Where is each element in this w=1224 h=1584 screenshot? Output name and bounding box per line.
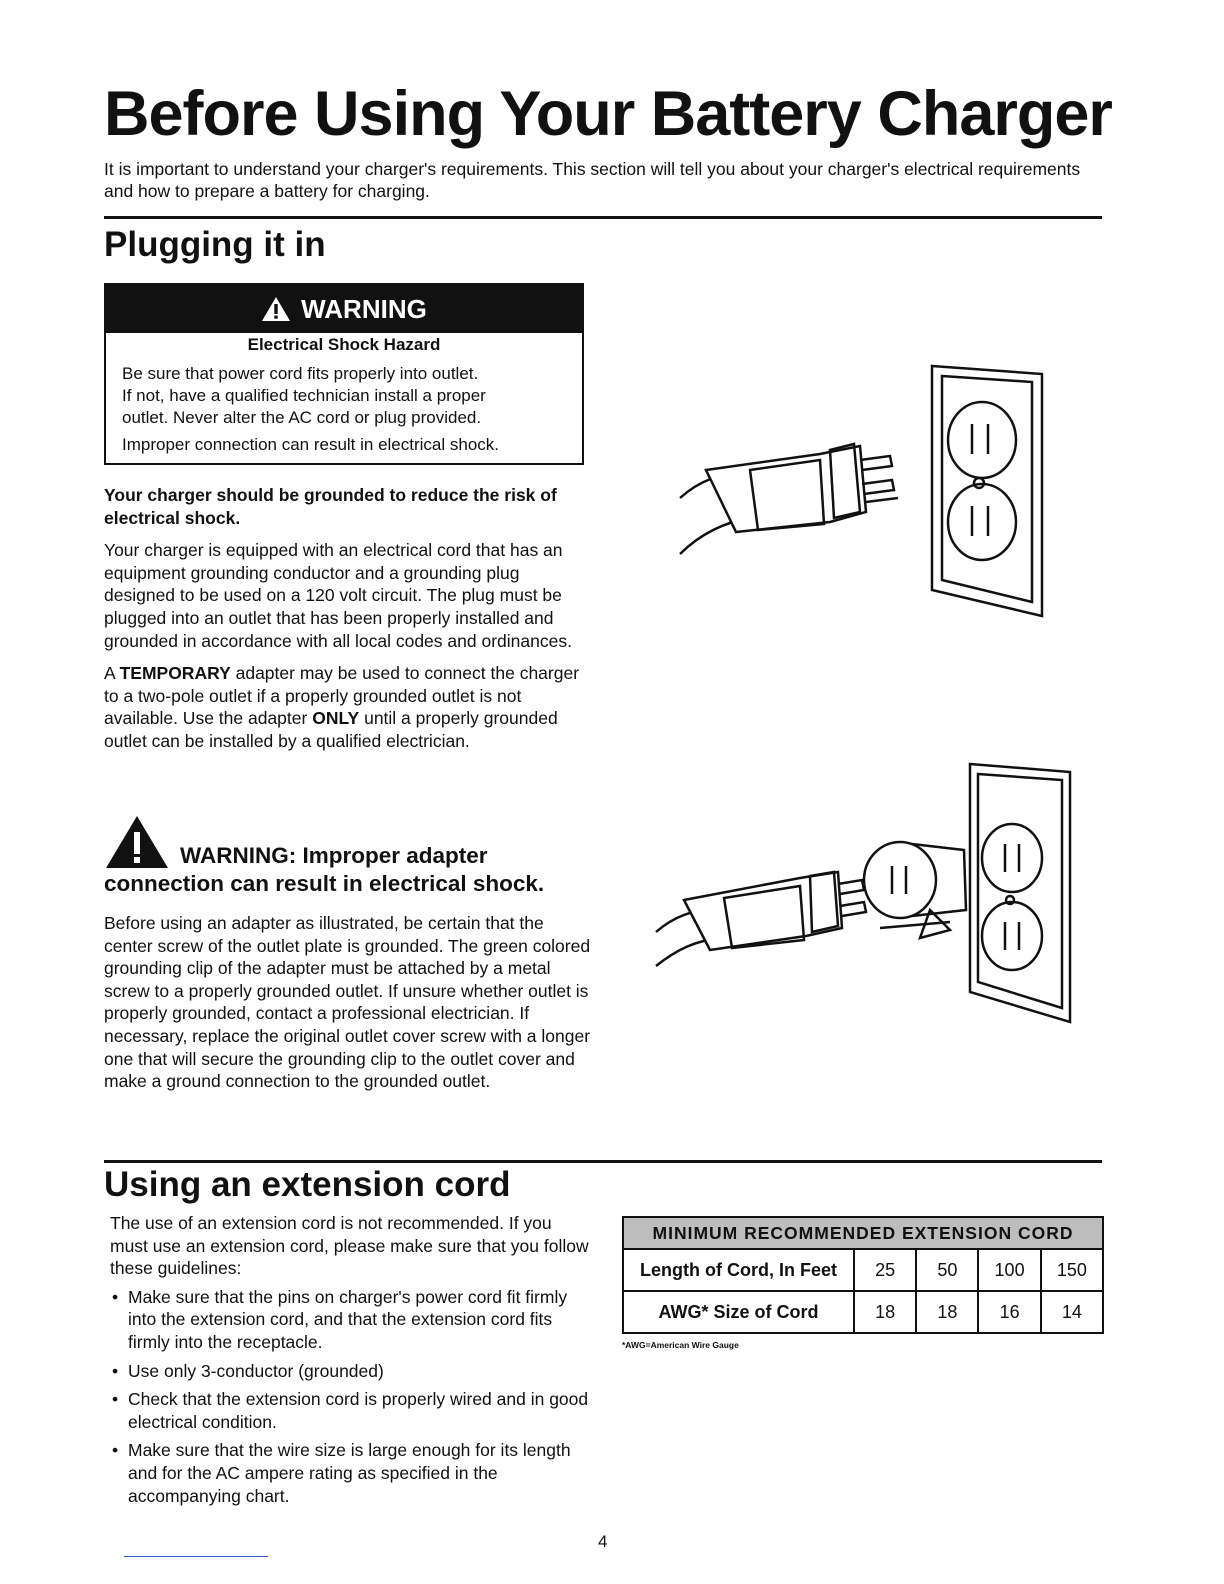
table-cell: 150 — [1041, 1249, 1103, 1291]
extension-heading: Using an extension cord — [104, 1165, 511, 1204]
section-divider — [104, 216, 1102, 219]
page-title: Before Using Your Battery Charger — [104, 79, 1112, 149]
warning-subtitle: Electrical Shock Hazard — [247, 335, 441, 354]
adapter-outlet-illustration — [650, 760, 1080, 1030]
warning-line: Be sure that power cord fits properly into outlet. — [122, 364, 479, 383]
adapter-warning-heading: WARNING: Improper adapter connection can result in electrical shock. — [104, 843, 545, 896]
warning-line: If not, have a qualified technician install a proper — [122, 386, 486, 405]
warning-line: Improper connection can result in electrical shock. — [122, 435, 500, 454]
warning-label: WARNING — [301, 293, 427, 324]
list-item: • Make sure that the wire size is large enough for its length and for the AC ampere rating as specified in the accompanying chart. — [110, 1439, 590, 1507]
grounding-section — [104, 484, 592, 753]
extension-intro: The use of an extension cord is not recommended. If you must use an extension cord, please make sure that you follow these guidelines: — [110, 1213, 589, 1279]
warning-box — [104, 283, 584, 465]
table-header: MINIMUM RECOMMENDED EXTENSION CORD — [622, 1216, 1104, 1248]
list-item: • Use only 3-conductor (grounded) — [110, 1360, 590, 1383]
grounding-heading: Your charger should be grounded to reduce the risk of electrical shock. — [104, 485, 557, 528]
table-cell: 18 — [916, 1291, 978, 1333]
table-cell: 25 — [854, 1249, 916, 1291]
table-row — [623, 1249, 1103, 1291]
page-number: 4 — [598, 1532, 608, 1551]
list-item: • Make sure that the pins on charger's power cord fit firmly into the extension cord, and that the extension cord fits firmly into the receptacle. — [110, 1286, 590, 1354]
extension-text — [110, 1212, 590, 1513]
guidelines-list — [110, 1286, 590, 1507]
warning-line: outlet. Never alter the AC cord or plug provided. — [122, 408, 482, 427]
section-divider — [104, 1160, 1102, 1163]
cord-table — [622, 1248, 1104, 1334]
table-row — [623, 1291, 1103, 1333]
table-cell: 50 — [916, 1249, 978, 1291]
footer-line — [124, 1556, 268, 1557]
table-cell: 18 — [854, 1291, 916, 1333]
intro-text: It is important to understand your charger's requirements. This section will tell you about your charger's electrical requirements and how to prepare a battery for charging. — [104, 159, 1081, 201]
table-cell: 100 — [978, 1249, 1040, 1291]
table-cell: 16 — [978, 1291, 1040, 1333]
warning-triangle-icon — [261, 296, 291, 322]
temporary-adapter-text: A TEMPORARY adapter may be used to connect the charger to a two-pole outlet if a properly grounded outlet is not available. Use the adapter ONLY until a properly grounded outlet can be installed by a qualified electrician. — [104, 663, 580, 751]
warning-body — [122, 363, 572, 456]
list-item: • Check that the extension cord is properly wired and in good electrical condition. — [110, 1388, 590, 1433]
row-label: AWG* Size of Cord — [623, 1291, 854, 1333]
table-cell: 14 — [1041, 1291, 1103, 1333]
extension-cord-table — [622, 1216, 1104, 1350]
adapter-paragraph: Before using an adapter as illustrated, be certain that the center screw of the outlet plate is grounded. The green colored grounding clip of the adapter must be attached by a metal screw to a properly grounded outlet. If unsure whether outlet is properly grounded, contact a professional electrician. If necessary, replace the original outlet cover screw with a longer one that will secure the grounding clip to the outlet cover and make a ground connection to the grounded outlet. — [104, 913, 591, 1092]
adapter-text — [104, 912, 592, 1093]
row-label: Length of Cord, In Feet — [623, 1249, 854, 1291]
grounding-text: Your charger is equipped with an electrical cord that has an equipment grounding conductor and a grounding plug designed to be used on a 120 volt circuit. The plug must be plugged into an outlet that has been properly installed and grounded in accordance with all local codes and ordinances. — [104, 540, 572, 651]
warning-header — [106, 285, 582, 333]
plugging-heading: Plugging it in — [104, 225, 326, 264]
plug-outlet-illustration — [670, 362, 1050, 622]
table-footnote: *AWG=American Wire Gauge — [622, 1340, 739, 1350]
